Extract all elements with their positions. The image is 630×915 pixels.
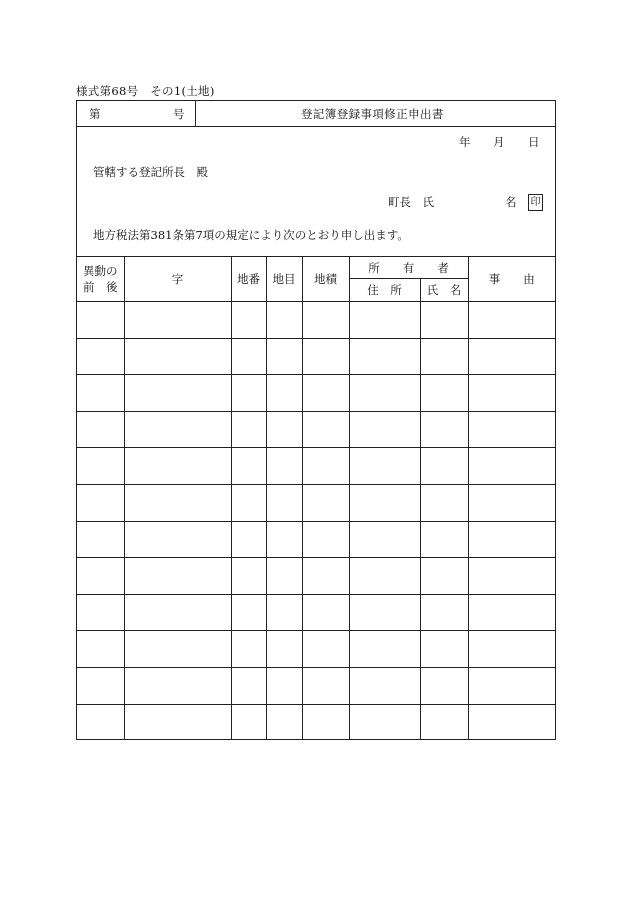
- area-cell[interactable]: [302, 484, 349, 521]
- area-cell[interactable]: [302, 375, 349, 412]
- change-cell[interactable]: [77, 411, 124, 448]
- reason-cell[interactable]: [468, 448, 555, 485]
- aza-cell[interactable]: [124, 667, 231, 704]
- area-cell[interactable]: [302, 521, 349, 558]
- change-cell[interactable]: [77, 338, 124, 375]
- area-cell[interactable]: [302, 631, 349, 668]
- owner-address-cell[interactable]: [349, 667, 420, 704]
- record-table-body: [77, 302, 555, 741]
- lot-number-cell[interactable]: [231, 448, 266, 485]
- lot-number-cell[interactable]: [231, 704, 266, 740]
- title-row: [77, 101, 555, 127]
- owner-address-cell[interactable]: [349, 631, 420, 668]
- number-suffix: 号: [173, 107, 185, 121]
- addressee: 管轄する登記所長 殿: [93, 165, 208, 179]
- header-owner-address: 住 所: [349, 279, 420, 302]
- lot-number-cell[interactable]: [231, 631, 266, 668]
- land-category-cell[interactable]: [266, 667, 302, 704]
- header-land-category: 地目: [266, 257, 302, 302]
- seal-mark: 印: [528, 194, 543, 211]
- number-prefix: 第: [89, 107, 101, 121]
- form-title: 登記簿登録事項修正申出書: [301, 107, 444, 121]
- owner-address-cell[interactable]: [349, 448, 420, 485]
- table-row: [77, 302, 555, 339]
- owner-address-cell[interactable]: [349, 411, 420, 448]
- aza-cell[interactable]: [124, 484, 231, 521]
- owner-name-cell[interactable]: [420, 484, 468, 521]
- change-cell[interactable]: [77, 448, 124, 485]
- change-cell[interactable]: [77, 375, 124, 412]
- aza-cell[interactable]: [124, 375, 231, 412]
- table-row: [77, 484, 555, 521]
- reason-cell[interactable]: [468, 375, 555, 412]
- name-suffix: 名: [505, 195, 517, 209]
- table-row: [77, 411, 555, 448]
- area-cell[interactable]: [302, 302, 349, 339]
- lot-number-cell[interactable]: [231, 375, 266, 412]
- table-row: [77, 521, 555, 558]
- aza-cell[interactable]: [124, 448, 231, 485]
- owner-address-cell[interactable]: [349, 375, 420, 412]
- owner-address-cell[interactable]: [349, 594, 420, 631]
- area-cell[interactable]: [302, 558, 349, 595]
- owner-address-cell[interactable]: [349, 302, 420, 339]
- lot-number-cell[interactable]: [231, 667, 266, 704]
- owner-address-cell[interactable]: [349, 338, 420, 375]
- reason-cell[interactable]: [468, 484, 555, 521]
- table-row: [77, 375, 555, 412]
- header-change-line2: 前 後: [83, 280, 118, 294]
- table-row: [77, 631, 555, 668]
- table-row: [77, 594, 555, 631]
- change-cell[interactable]: [77, 631, 124, 668]
- date-year: 年: [459, 135, 471, 149]
- title-divider: [195, 101, 196, 126]
- header-aza: 字: [124, 257, 231, 302]
- table-row: [77, 558, 555, 595]
- date-month: 月: [493, 135, 505, 149]
- reason-cell[interactable]: [468, 558, 555, 595]
- table-row: [77, 667, 555, 704]
- lot-number-cell[interactable]: [231, 411, 266, 448]
- owner-address-cell[interactable]: [349, 521, 420, 558]
- lot-number-cell[interactable]: [231, 558, 266, 595]
- owner-name-cell[interactable]: [420, 448, 468, 485]
- aza-cell[interactable]: [124, 594, 231, 631]
- land-category-cell[interactable]: [266, 448, 302, 485]
- owner-address-cell[interactable]: [349, 704, 420, 740]
- area-cell[interactable]: [302, 667, 349, 704]
- lot-number-cell[interactable]: [231, 302, 266, 339]
- header-area: 地積: [302, 257, 349, 302]
- owner-name-cell[interactable]: [420, 521, 468, 558]
- reason-cell[interactable]: [468, 667, 555, 704]
- header-change-line1: 異動の: [83, 264, 118, 278]
- owner-name-cell[interactable]: [420, 631, 468, 668]
- lot-number-cell[interactable]: [231, 338, 266, 375]
- header-reason: 事 由: [468, 257, 555, 302]
- change-cell[interactable]: [77, 302, 124, 339]
- land-category-cell[interactable]: [266, 302, 302, 339]
- land-category-cell[interactable]: [266, 594, 302, 631]
- form-id-label: 様式第68号 その1(土地): [76, 84, 215, 98]
- aza-cell[interactable]: [124, 338, 231, 375]
- land-category-cell[interactable]: [266, 631, 302, 668]
- change-cell[interactable]: [77, 558, 124, 595]
- change-cell[interactable]: [77, 594, 124, 631]
- owner-name-cell[interactable]: [420, 594, 468, 631]
- owner-name-cell[interactable]: [420, 704, 468, 740]
- land-category-cell[interactable]: [266, 338, 302, 375]
- area-cell[interactable]: [302, 338, 349, 375]
- aza-cell[interactable]: [124, 302, 231, 339]
- land-category-cell[interactable]: [266, 411, 302, 448]
- change-cell[interactable]: [77, 704, 124, 740]
- owner-address-cell[interactable]: [349, 558, 420, 595]
- land-category-cell[interactable]: [266, 521, 302, 558]
- reason-cell[interactable]: [468, 338, 555, 375]
- header-change: [77, 257, 124, 302]
- owner-name-cell[interactable]: [420, 411, 468, 448]
- reason-cell[interactable]: [468, 704, 555, 740]
- reason-cell[interactable]: [468, 411, 555, 448]
- reason-cell[interactable]: [468, 521, 555, 558]
- area-cell[interactable]: [302, 704, 349, 740]
- area-cell[interactable]: [302, 411, 349, 448]
- lot-number-cell[interactable]: [231, 484, 266, 521]
- reason-cell[interactable]: [468, 631, 555, 668]
- aza-cell[interactable]: [124, 411, 231, 448]
- change-cell[interactable]: [77, 521, 124, 558]
- aza-cell[interactable]: [124, 521, 231, 558]
- header-owner-name: 氏 名: [420, 279, 468, 302]
- aza-cell[interactable]: [124, 704, 231, 740]
- table-row: [77, 448, 555, 485]
- town-chief-label: 町長 氏: [388, 195, 434, 209]
- area-cell[interactable]: [302, 448, 349, 485]
- lot-number-cell[interactable]: [231, 594, 266, 631]
- date-day: 日: [528, 135, 540, 149]
- reason-cell[interactable]: [468, 594, 555, 631]
- table-row: [77, 704, 555, 740]
- header-lot-number: 地番: [231, 257, 266, 302]
- owner-name-cell[interactable]: [420, 302, 468, 339]
- land-category-cell[interactable]: [266, 558, 302, 595]
- reason-cell[interactable]: [468, 302, 555, 339]
- application-form: [76, 100, 556, 740]
- change-cell[interactable]: [77, 484, 124, 521]
- land-category-cell[interactable]: [266, 375, 302, 412]
- legal-statement: 地方税法第381条第7項の規定により次のとおり申し出ます。: [93, 228, 409, 242]
- land-category-cell[interactable]: [266, 484, 302, 521]
- aza-cell[interactable]: [124, 631, 231, 668]
- header-owner: 所 有 者: [349, 257, 468, 279]
- area-cell[interactable]: [302, 594, 349, 631]
- land-category-cell[interactable]: [266, 704, 302, 740]
- owner-name-cell[interactable]: [420, 558, 468, 595]
- table-row: [77, 338, 555, 375]
- change-cell[interactable]: [77, 667, 124, 704]
- owner-name-cell[interactable]: [420, 338, 468, 375]
- aza-cell[interactable]: [124, 558, 231, 595]
- owner-address-cell[interactable]: [349, 484, 420, 521]
- lot-number-cell[interactable]: [231, 521, 266, 558]
- record-table: [77, 256, 555, 740]
- owner-name-cell[interactable]: [420, 667, 468, 704]
- owner-name-cell[interactable]: [420, 375, 468, 412]
